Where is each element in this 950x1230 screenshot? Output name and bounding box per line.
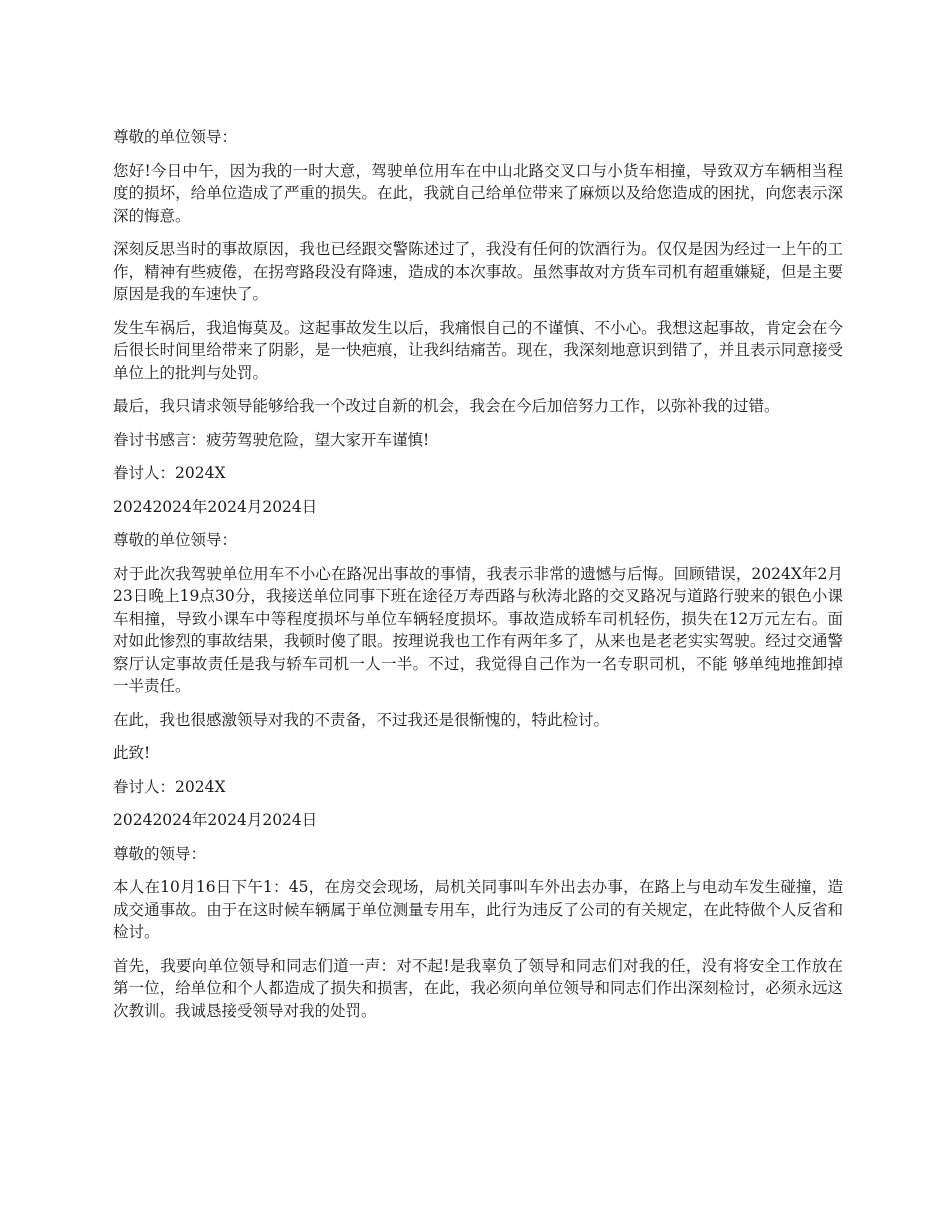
- paragraph-remark-1: 眷讨书感言：疲劳驾驶危险，望大家开车谨慎!: [113, 430, 430, 449]
- closing-2: 此致!: [113, 744, 151, 762]
- salutation-1: 尊敬的单位领导：: [113, 128, 238, 146]
- paragraph-opening-1: 您好!今日中午，因为我的一时大意，驾驶单位用车在中山北路交叉口与小货车相撞，导致双方车辆相当程度的损坏，给单位造成了严重的损失。在此，我就自己给单位带来了麻烦以及给您造成的困扰，向您表示深深的悔意。: [113, 161, 843, 225]
- document-body: [113, 126, 843, 1033]
- date-1: 20242024年2024月2024日: [113, 497, 318, 516]
- paragraph-incident-2: 对于此次我驾驶单位用车不小心在路况出事故的事情，我表示非常的遗憾与后悔。回顾错误，2024X年2月23日晚上19点30分，我接送单位同事下班在途径万寿西路与秋涛北路的交叉路况与道路行驶来的银色小课车相撞，导致小课车中等程度损坏与单位车辆轻度损坏。事故造成轿车司机轻伤，损失在12万元左右。面对如此惨烈的事故结果，我顿时傻了眼。按理说我也工作有两年多了，从来也是老老实实驾驶。经过交通警察厅认定事故责任是我与轿车司机一人一半。不过，我觉得自己作为一名专职司机，不能 够单纯地推卸掉一半责任。: [113, 564, 843, 695]
- signature-1: 眷讨人：2024X: [113, 464, 226, 482]
- paragraph-reflection-1: 深刻反思当时的事故原因，我也已经跟交警陈述过了，我没有任何的饮酒行为。仅仅是因为经过一上午的工作，精神有些疲倦，在拐弯路段没有降速，造成的本次事故。虽然事故对方货车司机有超重嫌疑，但是主要原因是我的车速快了。: [113, 240, 843, 303]
- salutation-2: 尊敬的单位领导：: [113, 531, 238, 549]
- paragraph-apology-3: 首先，我要向单位领导和同志们道一声：对不起!是我辜负了领导和同志们对我的任，没有将安全工作放在第一位，给单位和个人都造成了损失和损害，在此，我必须向单位领导和同志们作出深刻检讨，必须永远这次教训。我诚恳接受领导对我的处罚。: [113, 956, 843, 1020]
- paragraph-regret-1: 发生车祸后，我追悔莫及。这起事故发生以后，我痛恨自己的不谨慎、不小心。我想这起事故，肯定会在今后很长时间里给带来了阴影，是一快疤痕，让我纠结痛苦。现在，我深刻地意识到错了，并且表示同意接受单位上的批判与处罚。: [113, 318, 843, 382]
- paragraph-request-1: 最后，我只请求领导能够给我一个改过自新的机会，我会在今后加倍努力工作，以弥补我的过错。: [113, 397, 780, 415]
- salutation-3: 尊敬的领导：: [113, 844, 207, 863]
- signature-2: 眷讨人：2024X: [113, 777, 226, 796]
- paragraph-gratitude-2: 在此，我也很感激领导对我的不责备，不过我还是很惭愧的，特此检讨。: [113, 710, 610, 729]
- paragraph-incident-3: 本人在10月16日下午1：45，在房交会现场，局机关同事叫车外出去办事，在路上与电动车发生碰撞，造成交通事故。由于在这时候车辆属于单位测量专用车，此行为违反了公司的有关规定，在此特做个人反省和检讨。: [113, 878, 843, 941]
- date-2: 20242024年2024月2024日: [113, 811, 318, 829]
